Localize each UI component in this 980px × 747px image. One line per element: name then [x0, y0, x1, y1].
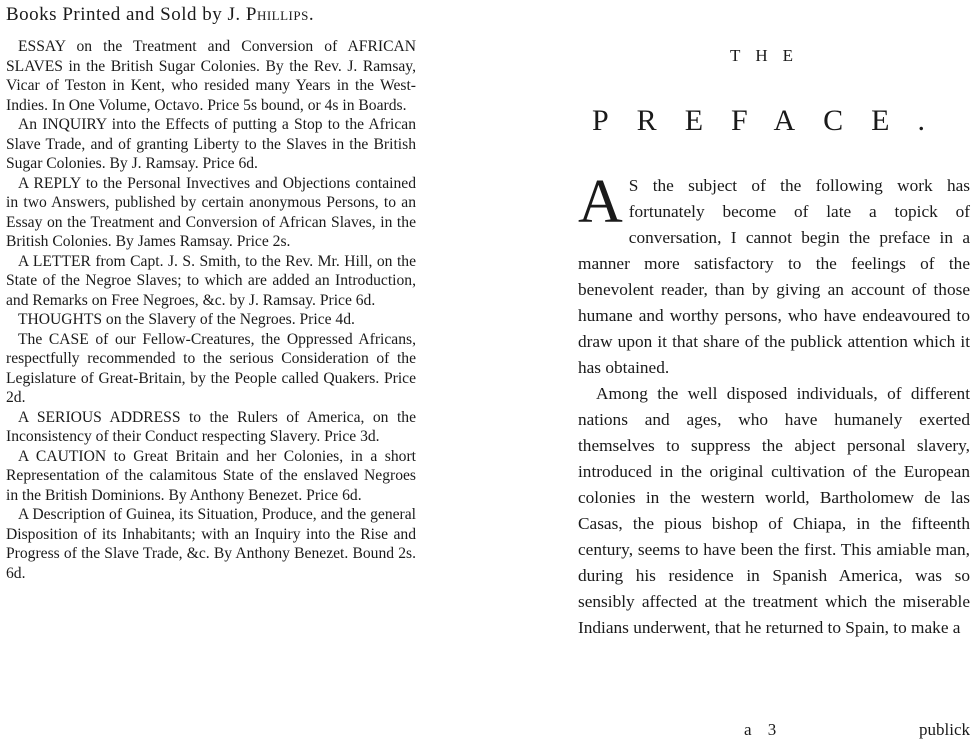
catchword: publick [919, 720, 970, 739]
catalog-entry-text: A Description of Guinea, its Situation, Produce, and the general Disposition of its Inhabitants; with an Inquiry into the Rise and Progress of the Slave Trade, &c. By Anthony Benezet. Bound 2s. 6d. [6, 506, 416, 582]
catalog-entry [6, 115, 416, 174]
catalog-entry-text: THOUGHTS on the Slavery of the Negroes. Price 4d. [18, 311, 355, 328]
catalog-entry [6, 447, 416, 506]
the-heading: THE [730, 46, 809, 65]
catalog-entry [6, 37, 416, 115]
signature-mark: a 3 [744, 720, 783, 739]
paragraph-2: Among the well disposed individuals, of different nations and ages, who have humanely exerted themselves to suppress the abject personal slavery, introduced in the original cultivation of the European colonies in the western world, Bartholomew de las Casas, the pious bishop of Chiapa, in the fifteenth century, seems to have been the first. This amiable man, during his residence in Spanish America, was so sensibly affected at the treatment which the miserable Indians underwent, that he returned to Spain, to make a [578, 384, 970, 637]
preface-body [578, 168, 970, 641]
catalog-entry [6, 252, 416, 311]
catalog-entry-text: A CAUTION to Great Britain and her Colonies, in a short Representation of the calamitous State of the enslaved Negroes in the British Dominions. By Anthony Benezet. Price 6d. [6, 447, 416, 504]
page-title: PREFACE. [592, 104, 953, 137]
right-page [560, 0, 980, 747]
paragraph-1-text: S the subject of the following work has fortunately become of late a topick of conversation, I cannot begin the preface in a manner more satisfactory to the feelings of the benevolent reader, than by giving an account of those humane and worthy persons, who have endeavoured to draw upon it that share of the publick attention which it has obtained. [578, 176, 970, 377]
catalog-entry [6, 330, 416, 408]
catalog-entry-text: A LETTER from Capt. J. S. Smith, to the Rev. Mr. Hill, on the State of the Negroe Slaves; to which are added an Introduction, and Remarks on Free Negroes, &c. by J. Ramsay. Price 6d. [6, 252, 416, 309]
running-head [6, 4, 314, 26]
catalog-entry-text: A SERIOUS ADDRESS to the Rulers of America, on the Inconsistency of their Conduct respecting Slavery. Price 3d. [6, 408, 416, 445]
book-catalog [6, 37, 416, 583]
catalog-entry [6, 174, 416, 252]
catalog-entry-text: A REPLY to the Personal Invectives and Objections contained in two Answers, published by certain anonymous Persons, to an Essay on the Treatment and Conversion of African Slaves, in the British Colonies. By James Ramsay. Price 2s. [6, 174, 416, 250]
catalog-entry [6, 408, 416, 447]
drop-cap: A [578, 168, 623, 236]
catalog-entry-text: An INQUIRY into the Effects of putting a Stop to the African Slave Trade, and of granting Liberty to the Slaves in the British Sugar Colonies. By J. Ramsay. Price 6d. [6, 116, 416, 172]
catalog-entry [6, 310, 416, 330]
paragraph-1 [578, 168, 970, 381]
catalog-entry [6, 505, 416, 583]
running-head-publisher: Phillips. [245, 4, 315, 25]
catalog-entry-text: The CASE of our Fellow-Creatures, the Oppressed Africans, respectfully recommended to the serious Consideration of the Legislature of Great-Britain, by the People called Quakers. Price 2d. [6, 330, 416, 406]
running-head-text: Books Printed and Sold by J. [6, 4, 241, 25]
left-page [0, 0, 430, 747]
catalog-entry-text: ESSAY on the Treatment and Conversion of AFRICAN SLAVES in the British Sugar Colonies. By the Rev. J. Ramsay, Vicar of Teston in Kent, who resided many Years in the West-Indies. In One Volume, Octavo. Price 5s bound, or 4s in Boards. [6, 38, 416, 114]
